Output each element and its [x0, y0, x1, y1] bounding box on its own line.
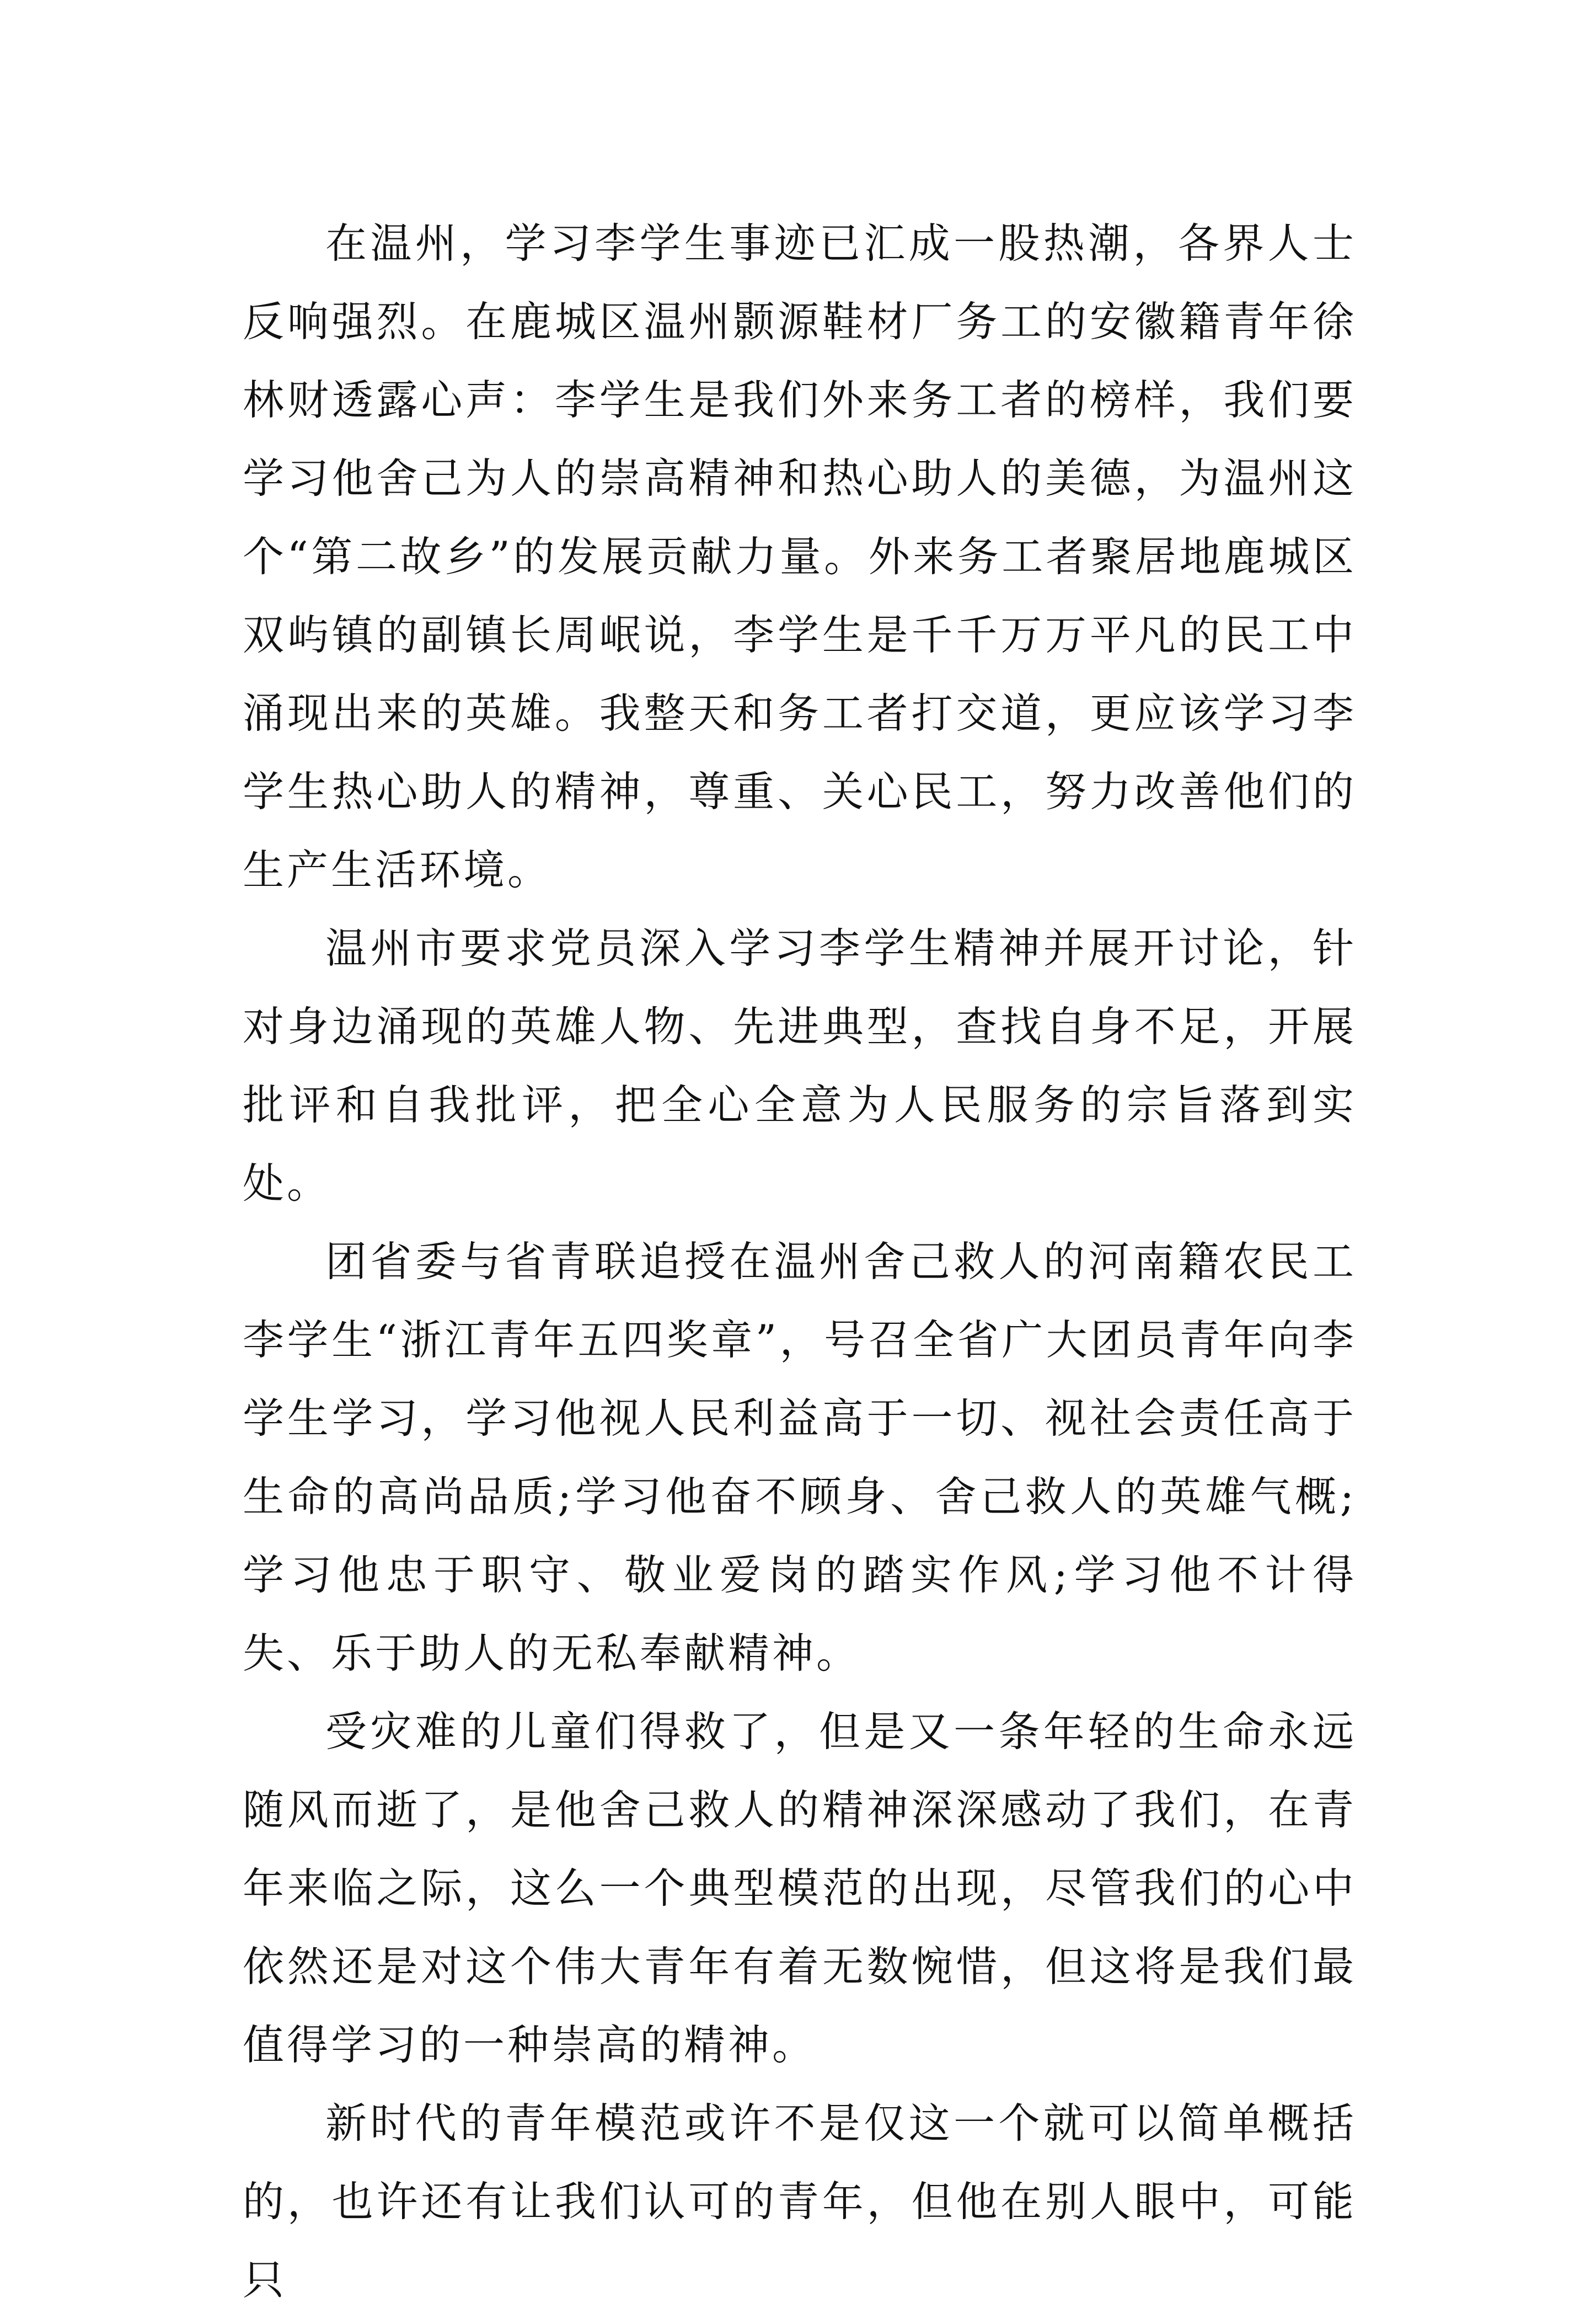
paragraph: 温州市要求党员深入学习李学生精神并展开讨论，针对身边涌现的英雄人物、先进典型，查找自身不足，开展批评和自我批评，把全心全意为人民服务的宗旨落到实处。 — [243, 924, 1357, 1207]
paragraph: 团省委与省青联追授在温州舍己救人的河南籍农民工李学生“浙江青年五四奖章”，号召全省广大团员青年向李学生学习，学习他视人民利益高于一切、视社会责任高于生命的高尚品质;学习他奋不顾身、舍己救人的英雄气概;学习他忠于职守、敬业爱岗的踏实作风;学习他不计得失、乐于助人的无私奉献精神。 — [243, 1237, 1357, 1677]
paragraph: 新时代的青年模范或许不是仅这一个就可以简单概括的，也许还有让我们认可的青年，但他在别人眼中，可能只 — [243, 2099, 1357, 2304]
paragraph: 受灾难的儿童们得救了，但是又一条年轻的生命永远随风而逝了，是他舍己救人的精神深深感动了我们，在青年来临之际，这么一个典型模范的出现，尽管我们的心中依然还是对这个伟大青年有着无数惋惜，但这将是我们最值得学习的一种崇高的精神。 — [243, 1707, 1357, 2069]
paragraph: 在温州，学习李学生事迹已汇成一股热潮，各界人士反响强烈。在鹿城区温州颢源鞋材厂务工的安徽籍青年徐林财透露心声：李学生是我们外来务工者的榜样，我们要学习他舍己为人的崇高精神和热心助人的美德，为温州这个“第二故乡”的发展贡献力量。外来务工者聚居地鹿城区双屿镇的副镇长周岷说，李学生是千千万万平凡的民工中涌现出来的英雄。我整天和务工者打交道，更应该学习李学生热心助人的精神，尊重、关心民工，努力改善他们的生产生活环境。 — [243, 219, 1357, 894]
body-text — [243, 204, 1357, 2319]
